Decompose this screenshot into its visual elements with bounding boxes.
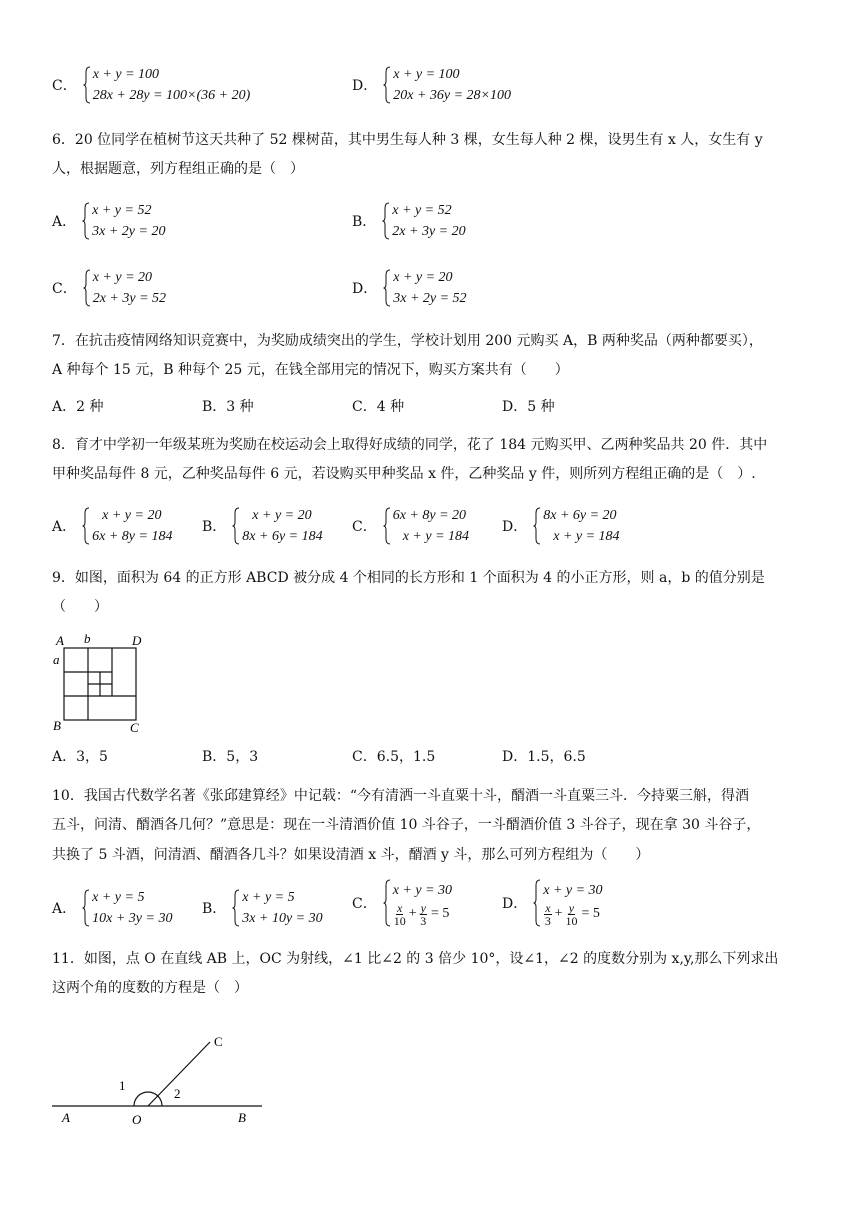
equation-1: x + y = 52 <box>392 203 452 218</box>
option-label: A． <box>52 214 77 230</box>
fig-label-b: B <box>238 1110 246 1125</box>
q10-option-c[interactable] <box>352 878 452 928</box>
brace-icon <box>382 202 390 240</box>
q10-text-line-3: 共换了 5 斗酒，问清酒、醑酒各几斗？如果设清酒 x 斗，醑酒 y 斗，那么可列方程组为（ ） <box>52 847 650 863</box>
brace-icon <box>82 889 90 927</box>
fraction-numerator: y <box>568 900 575 915</box>
q9-option-b[interactable]: B．5，3 <box>202 749 259 765</box>
brace-icon <box>533 507 541 545</box>
equation-2: 3x + 10y = 30 <box>242 911 323 926</box>
q9-text-line-2: （ ） <box>52 599 108 615</box>
option-label: C． <box>52 78 77 94</box>
fraction-denominator: 10 <box>565 913 578 928</box>
option-label: C． <box>352 896 377 912</box>
fig-label-c: C <box>214 1034 223 1049</box>
equation-rhs: = 5 <box>430 906 450 921</box>
brace-icon <box>383 66 391 104</box>
equation-1: x + y = 30 <box>392 882 453 898</box>
q10-option-d[interactable] <box>502 878 603 928</box>
q7-option-c[interactable]: C．4 种 <box>352 399 405 415</box>
equation-1: x + y = 5 <box>92 890 145 905</box>
option-label: A． <box>52 519 77 535</box>
equation-1: x + y = 100 <box>393 67 460 82</box>
equation-1: x + y = 20 <box>92 270 153 285</box>
fig-label-b-vertex: B <box>53 718 61 733</box>
q7-option-b[interactable]: B．3 种 <box>202 399 254 415</box>
equation-2: 6x + 8y = 184 <box>92 529 173 544</box>
equation-2: 2x + 3y = 20 <box>392 224 466 239</box>
q8-option-b[interactable] <box>202 505 323 547</box>
q6-text-line-1: 6．20 位同学在植树节这天共种了 52 棵树苗，其中男生每人种 3 棵，女生每人种 2 棵，设男生有 x 人，女生有 y <box>52 132 763 148</box>
q8-option-d[interactable] <box>502 505 620 547</box>
q9-text-line-1: 9．如图，面积为 64 的正方形 ABCD 被分成 4 个相同的长方形和 1 个面积为 4 的小正方形，则 a，b 的值分别是 <box>52 570 765 586</box>
q6-text-line-2: 人，根据题意，列方程组正确的是（ ） <box>52 161 304 177</box>
fraction-numerator: y <box>420 900 426 915</box>
q10-text-line-1: 10．我国古代数学名著《张邱建算经》中记载：“今有清洒一斗直粟十斗，醑酒一斗直粟三斗．今持粟三斛，得酒 <box>52 788 749 804</box>
fig-label-a-side: a <box>53 652 60 667</box>
q11-text-line-2: 这两个角的度数的方程是（ ） <box>52 980 248 996</box>
equation-1: 8x + 6y = 20 <box>543 508 617 523</box>
brace-icon <box>383 269 391 307</box>
q7-text-line-1: 7．在抗击疫情网络知识竞赛中，为奖励成绩突出的学生，学校计划用 200 元购买 A，B 两种奖品（两种都要买）， <box>52 333 763 349</box>
q6-option-d[interactable] <box>352 267 467 309</box>
q10-option-a[interactable] <box>52 887 172 929</box>
fig-angle-1: 1 <box>119 1078 126 1093</box>
q9-option-a[interactable]: A．3，5 <box>52 749 108 765</box>
equation-2: x + y = 184 <box>402 529 470 544</box>
q10-text-line-2: 五斗，问清、醑酒各几何？”意思是：现在一斗清酒价值 10 斗谷子，一斗醑酒价值 3 斗谷子，现在拿 30 斗谷子， <box>52 817 761 833</box>
q8-text-line-1: 8．育才中学初一年级某班为奖励在校运动会上取得好成绩的同学，花了 184 元购买甲、乙两种奖品共 20 件．其中 <box>52 437 768 453</box>
equation-1: x + y = 30 <box>543 882 603 898</box>
q10-option-b[interactable] <box>202 887 323 929</box>
q7-option-d[interactable]: D．5 种 <box>502 399 555 415</box>
equation-2: $\frac{x}{10}$ + $\frac{y}{3}$ = 5 <box>393 900 450 928</box>
fig-label-d-vertex: D <box>132 633 142 648</box>
option-label: D． <box>502 896 528 912</box>
option-label: B． <box>202 519 227 535</box>
equation-2: 3x + 2y = 52 <box>393 291 467 306</box>
brace-icon <box>82 507 90 545</box>
fraction-denominator: 10 <box>393 913 406 928</box>
q9-option-d[interactable]: D．1.5，6.5 <box>502 749 586 765</box>
fig-angle-2: 2 <box>174 1086 181 1101</box>
option-label: D． <box>502 519 528 535</box>
fig-label-c-vertex: C <box>130 720 139 735</box>
q6-option-b[interactable] <box>352 200 466 242</box>
brace-icon <box>533 878 541 928</box>
q7-text-line-2: A 种每个 15 元，B 种每个 25 元，在钱全部用完的情况下，购买方案共有（ ） <box>52 362 569 378</box>
fraction-numerator: x <box>397 900 403 915</box>
q6-option-a[interactable] <box>52 200 165 242</box>
q11-text-line-1: 11．如图，点 O 在直线 AB 上，OC 为射线，∠1 比∠2 的 3 倍少 10°，设∠1，∠2 的度数分别为 x,y,那么下列求出 <box>52 951 779 967</box>
q8-text-line-2: 甲种奖品每件 8 元，乙种奖品每件 6 元，若设购买甲种奖品 x 件，乙种奖品 y 件，则所列方程组正确的是（ ）. <box>52 466 756 482</box>
equation-1: x + y = 52 <box>92 203 152 218</box>
q6-option-c[interactable] <box>52 267 166 309</box>
brace-icon <box>83 66 91 104</box>
q7-option-a[interactable]: A．2 种 <box>52 399 104 415</box>
q5-option-c[interactable] <box>52 64 250 106</box>
brace-icon <box>383 878 391 928</box>
angle-figure <box>52 1030 272 1130</box>
q8-option-a[interactable] <box>52 505 172 547</box>
equation-2: 20x + 36y = 28×100 <box>393 88 512 103</box>
option-label: C． <box>52 281 77 297</box>
fraction-denominator: 3 <box>420 913 427 928</box>
brace-icon <box>82 202 90 240</box>
equation-2: x + y = 184 <box>553 529 620 544</box>
fig-label-a-vertex: A <box>56 633 64 648</box>
equation-1: x + y = 20 <box>102 508 162 523</box>
q8-option-c[interactable] <box>352 505 469 547</box>
equation-1: x + y = 100 <box>92 67 160 82</box>
option-label: C． <box>352 519 377 535</box>
equation-1: x + y = 5 <box>242 890 295 905</box>
fraction-denominator: 3 <box>544 913 551 928</box>
equation-1: x + y = 20 <box>393 270 453 285</box>
option-label: B． <box>352 214 377 230</box>
equation-2: 28x + 28y = 100×(36 + 20) <box>92 88 251 103</box>
equation-2: 10x + 3y = 30 <box>92 911 173 926</box>
equation-2: 8x + 6y = 184 <box>242 529 323 544</box>
option-label: D． <box>352 281 378 297</box>
brace-icon <box>232 507 240 545</box>
q9-option-c[interactable]: C．6.5，1.5 <box>352 749 436 765</box>
fig-label-b-side: b <box>84 631 91 646</box>
fraction-numerator: x <box>545 900 551 915</box>
equation-1: x + y = 20 <box>252 508 312 523</box>
square-abcd-figure <box>48 628 148 736</box>
fig-label-o: O <box>132 1112 142 1127</box>
equation-rhs: = 5 <box>581 906 600 921</box>
equation-2: 3x + 2y = 20 <box>92 224 166 239</box>
option-label: A． <box>52 901 77 917</box>
option-label: D． <box>352 78 378 94</box>
equation-2: 2x + 3y = 52 <box>92 291 167 306</box>
equation-2: $\frac{x}{3}$ + $\frac{y}{10}$ = 5 <box>544 900 600 928</box>
brace-icon <box>232 889 240 927</box>
fig-label-a: A <box>62 1110 70 1125</box>
option-label: B． <box>202 901 227 917</box>
equation-1: 6x + 8y = 20 <box>392 508 467 523</box>
q5-option-d[interactable] <box>352 64 511 106</box>
brace-icon <box>83 269 91 307</box>
brace-icon <box>383 507 391 545</box>
